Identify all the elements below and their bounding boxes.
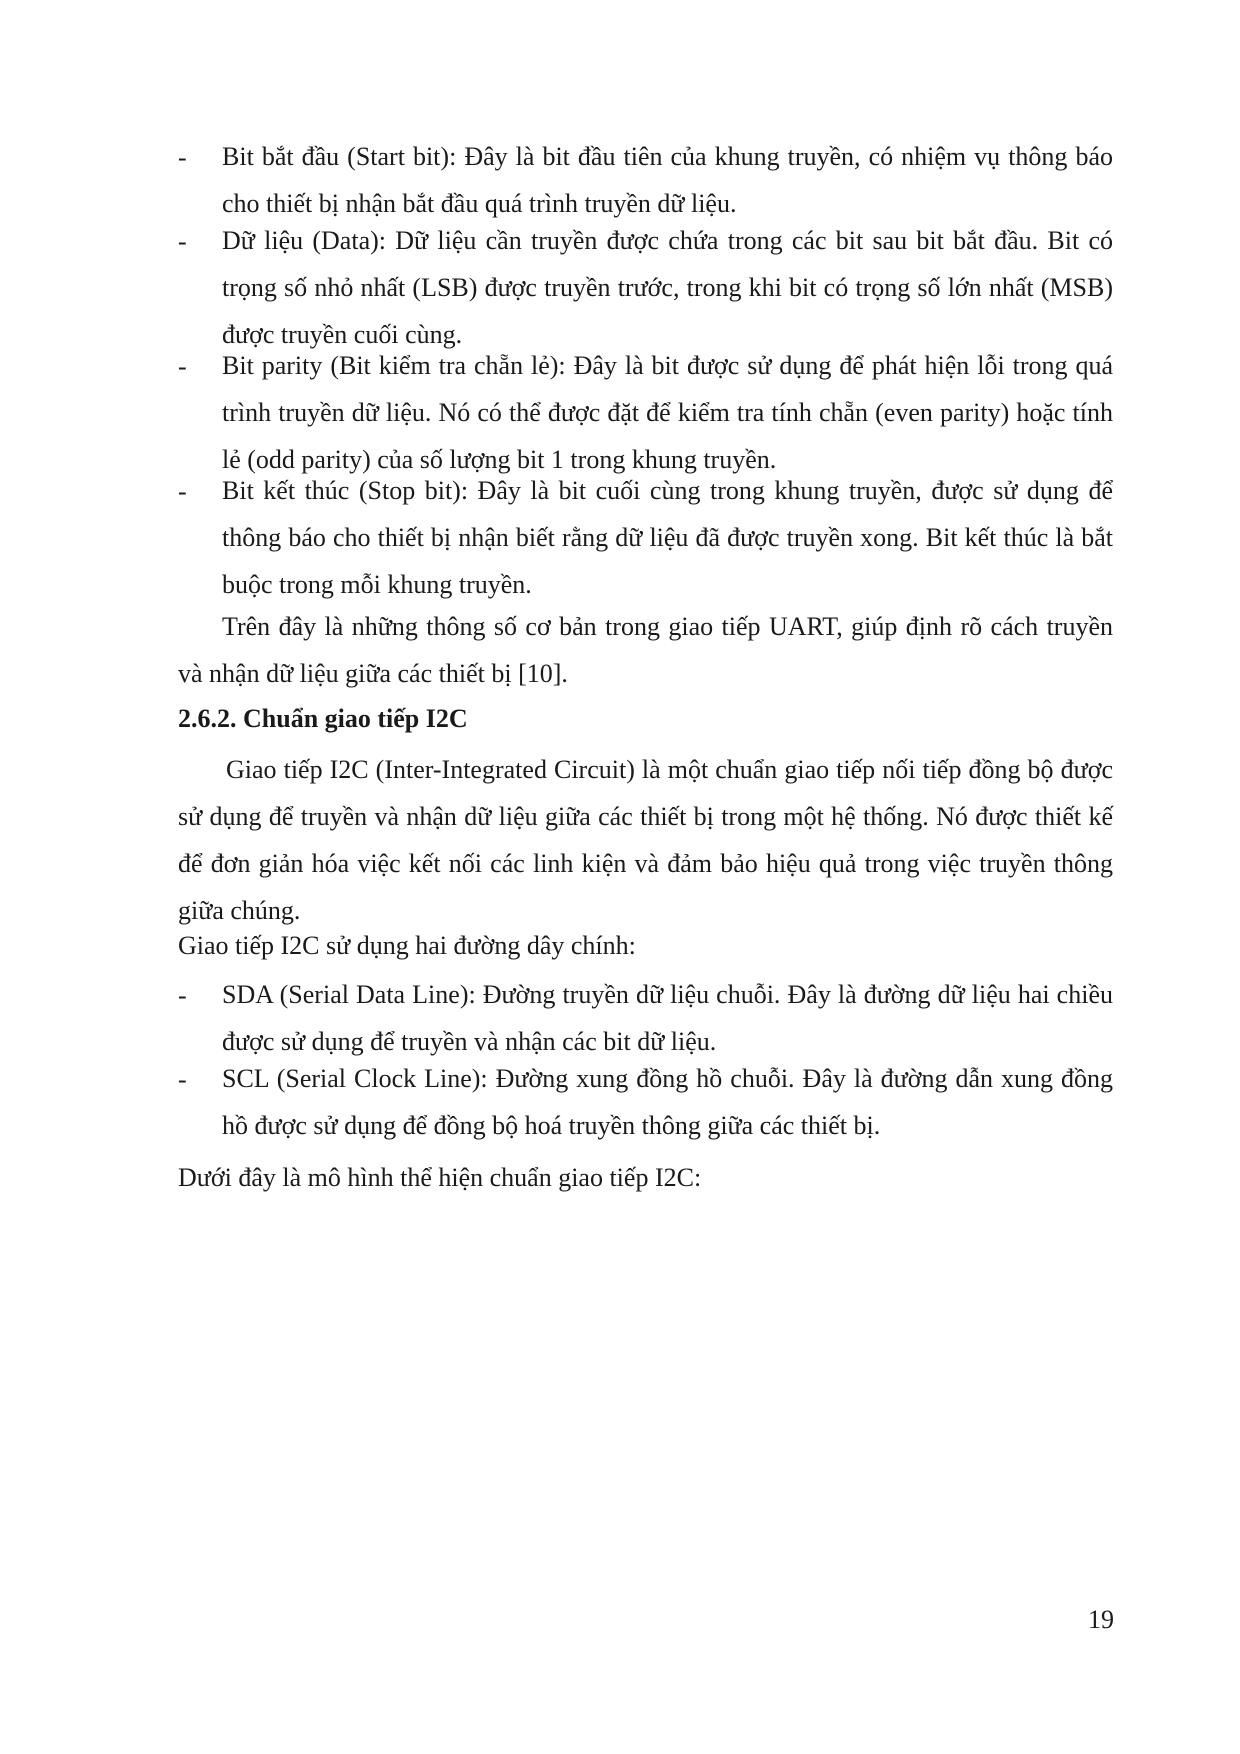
bullet-dash: - <box>178 352 187 381</box>
bullet-dash: - <box>178 477 187 506</box>
bullet-dash: - <box>178 1065 187 1094</box>
bullet-dash: - <box>178 227 187 256</box>
bullet-dash: - <box>178 981 187 1010</box>
bullet-text: Dữ liệu (Data): Dữ liệu cần truyền được chứa trong các bit sau bit bắt đầu. Bit có trọng số nhỏ nhất (LSB) được truyền trước, trong khi bit có trọng số lớn nhất (MSB) được truyền cuối cùng. <box>222 226 1113 349</box>
bullet-text: SCL (Serial Clock Line): Đường xung đồng hồ chuỗi. Đây là đường dẫn xung đồng hồ được sử dụng để đồng bộ hoá truyền thông giữa các thiết bị. <box>222 1064 1113 1140</box>
i2c-lines-intro: Giao tiếp I2C sử dụng hai đường dây chính: <box>178 931 636 960</box>
bullet-text: Bit kết thúc (Stop bit): Đây là bit cuối cùng trong khung truyền, được sử dụng để thông báo cho thiết bị nhận biết rằng dữ liệu đã được truyền xong. Bit kết thúc là bắt buộc trong mỗi khung truyền. <box>222 476 1113 599</box>
i2c-intro-paragraph: Giao tiếp I2C (Inter-Integrated Circuit) là một chuẩn giao tiếp nối tiếp đồng bộ được sử dụng để truyền và nhận dữ liệu giữa các thiết bị trong một hệ thống. Nó được thiết kế để đơn giản hóa việc kết nối các linh kiện và đảm bảo hiệu quả trong việc truyền thông giữa chúng. <box>178 755 1113 925</box>
model-intro: Dưới đây là mô hình thể hiện chuẩn giao tiếp I2C: <box>178 1163 702 1192</box>
bullet-text: SDA (Serial Data Line): Đường truyền dữ liệu chuỗi. Đây là đường dữ liệu hai chiều được sử dụng để truyền và nhận các bit dữ liệu. <box>222 980 1113 1056</box>
bullet-text: Bit bắt đầu (Start bit): Đây là bit đầu tiên của khung truyền, có nhiệm vụ thông báo cho thiết bị nhận bắt đầu quá trình truyền dữ liệu. <box>222 142 1113 218</box>
page-number: 19 <box>1088 1605 1114 1634</box>
bullet-dash: - <box>178 143 187 172</box>
uart-summary-paragraph: Trên đây là những thông số cơ bản trong giao tiếp UART, giúp định rõ cách truyền và nhận dữ liệu giữa các thiết bị [10]. <box>178 612 1113 688</box>
bullet-text: Bit parity (Bit kiểm tra chẵn lẻ): Đây là bit được sử dụng để phát hiện lỗi trong quá trình truyền dữ liệu. Nó có thể được đặt để kiểm tra tính chẵn (even parity) hoặc tính lẻ (odd parity) của số lượng bit 1 trong khung truyền. <box>222 351 1113 474</box>
section-heading: 2.6.2. Chuẩn giao tiếp I2C <box>178 704 468 733</box>
